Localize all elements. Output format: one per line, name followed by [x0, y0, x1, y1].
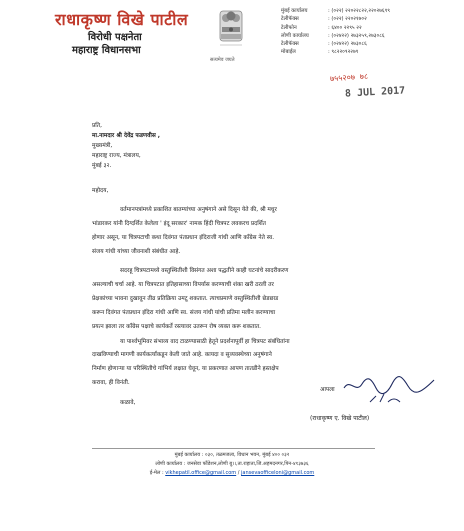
contact-block	[281, 7, 441, 57]
signatory-name: (राधाकृष्ण ए. विखे पाटील)	[310, 415, 370, 422]
contact-value: : (०२२) २२०२१७०२	[328, 16, 367, 23]
letterhead-designation: विरोधी पक्षनेता	[88, 32, 142, 43]
email-link-office[interactable]: vikhepatil.office@gmail.com	[165, 470, 237, 476]
contact-row	[281, 48, 441, 56]
contact-value: : (०२४२२) २७३०८६	[328, 41, 367, 48]
letterhead-name: राधाकृष्ण विखे पाटील	[55, 10, 189, 29]
footer-loni-address: लोणी कार्यालय : जनसेवा फौंडेशन,लोणी बु।।,ता.राहाता,जि.अहमदनगर,पिन-४१३७३६	[155, 461, 309, 467]
contact-label: टेलीफोन	[281, 24, 297, 31]
text-line: भांडारकर यांनी दिग्दर्शित केलेला ' इंदू सरकार' नामक हिंदी चित्रपट लवकरच प्रदर्शित	[92, 221, 266, 227]
closing: कळावे,	[120, 400, 136, 406]
contact-label: मुंबई कार्यालय	[281, 8, 308, 14]
contact-label: टेलीफॅक्स	[281, 16, 299, 23]
text-line: संजय गांधी यांच्या जीवनाशी संबंधीत आहे.	[92, 249, 181, 255]
recipient-line: प्रति,	[92, 123, 102, 129]
contact-label: टेलीफॅक्स	[281, 41, 299, 48]
contact-row	[281, 15, 441, 23]
yours-label: आपला	[320, 387, 335, 393]
letterhead-house: महाराष्ट्र विधानसभा	[72, 45, 141, 56]
contact-value: : ९८२२०९२२७९	[328, 49, 359, 56]
emblem-motto: सत्यमेव जयते	[210, 57, 235, 63]
contact-row	[281, 24, 441, 32]
contact-label: मोबाईल	[281, 49, 296, 56]
text-line: वर्तमानपत्रांमध्ये प्रकाशित बातम्यांच्या अनुषंगाने असे दिसून येते की, श्री मधुर	[120, 207, 277, 213]
text-line: प्रयत्न झाला तर काँग्रेस पक्षाचे कार्यकर्ते रस्त्यावर उतरून रोष व्यक्त करू शकतात.	[92, 324, 262, 330]
email-link-loni[interactable]: jansevaofficeloni@gmail.com	[241, 470, 315, 476]
state-emblem-icon	[217, 5, 245, 53]
text-line: निर्माण होणाऱ्या या परिस्थितीचे गांभिर्य लक्षात घेवून, या प्रकरणात आपण तातडीने हस्तक्षेप	[92, 366, 279, 372]
contact-value: : (०२२) २२०२२८२२,२२०२७६९९	[328, 8, 390, 14]
recipient-line: मुंबई ३२.	[92, 163, 112, 169]
text-line: होणार असून, या चित्रपटाची कथा दिवंगत पंतप्रधान इंदिराजी गांधी आणि काँग्रेस नेते स्व.	[92, 235, 275, 241]
salutation: महोदय,	[92, 188, 109, 194]
text-line: या पार्श्वभूमिवर संभाव्य वाद टाळण्यासाठी हेतूने प्रदर्शनापूर्वी हा चित्रपट संबंधितांना	[120, 339, 290, 345]
text-line: असल्याची चर्चा आहे. या चित्रपटात इतिहासाच्या विपर्यास करण्याची शंका खरी ठरली तर	[92, 282, 274, 288]
email-label: ई-मेल :	[149, 470, 164, 476]
footer-divider	[92, 448, 375, 449]
text-line: करावा, ही विनंती.	[92, 380, 130, 386]
footer-email-line	[50, 470, 414, 476]
contact-row	[281, 7, 441, 15]
text-line: दाखविण्याची मागणी कार्यकर्त्यांकडून केली जाते आहे. कायदा व सुव्यवस्थेच्या अनुषंगाने	[92, 352, 272, 358]
recipient-line: महाराष्ट्र राज्य, मंत्रालय,	[92, 153, 141, 159]
text-line: करून दिवंगत पंतप्रधान इंदिरा गांधी आणि स्व. संजय गांधी यांची प्रतिमा मलीन करण्याचा	[92, 310, 276, 316]
handwritten-signature	[340, 372, 440, 412]
text-line: प्रेक्षकांच्या भावना दुखावून तीव्र प्रतिक्रिया उमटू शकतात. त्याचप्रमाणे वस्तुस्थितीशी छेडछाड	[92, 296, 279, 302]
contact-row	[281, 40, 441, 48]
contact-value: : (०२४२२) २७३२५९,२७३०८६	[328, 32, 385, 39]
email-separator: /	[237, 470, 240, 476]
recipient-line: मुख्यमंत्री,	[92, 143, 113, 149]
contact-value: : ६४०० २२९५ २२	[328, 24, 362, 31]
recipient-line: मा.नामदार श्री देवेंद्र फडणवीस ,	[92, 133, 160, 139]
contact-label: लोणी कार्यालय	[281, 32, 309, 39]
text-line: सदरहू चित्रपटामध्ये वस्तुस्थितीशी विसंगत अशा पद्धतीने काही घटनांचे सादरीकरण	[120, 268, 289, 274]
received-date-stamp: 8 JUL 2017	[344, 85, 406, 100]
contact-row	[281, 32, 441, 40]
footer-mumbai-address: मुंबई कार्यालय : ०३०, तळमजला, विधान भवन, मुंबई ४०० ०३२	[174, 452, 290, 458]
inward-number-stamp: ७५५२०७ ७८	[329, 71, 369, 84]
